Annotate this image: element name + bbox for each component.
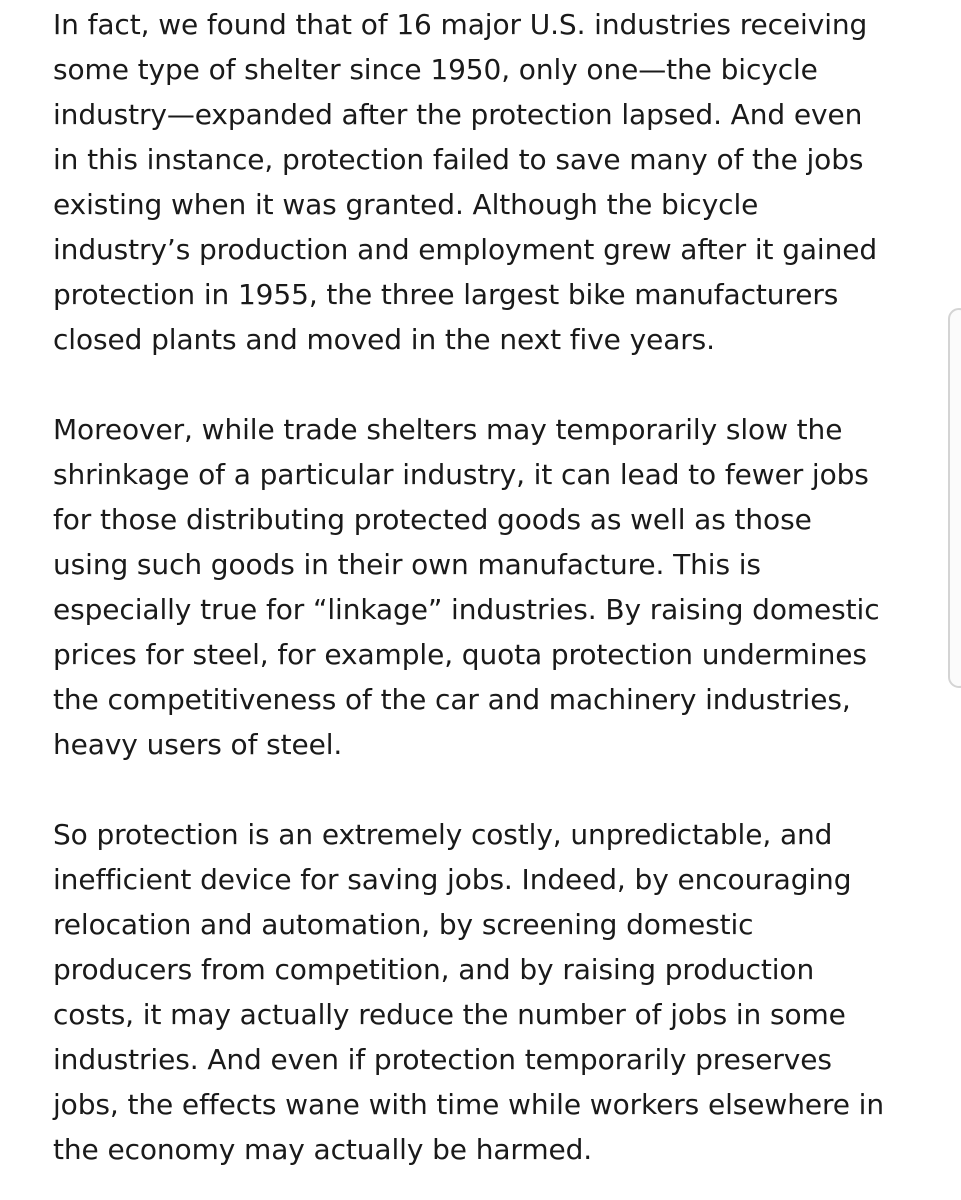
paragraph-1 bbox=[53, 2, 923, 362]
text-line: heavy users of steel. bbox=[53, 728, 343, 761]
text-line: prices for steel, for example, quota protection undermines bbox=[53, 638, 867, 671]
text-line: jobs, the effects wane with time while workers elsewhere in bbox=[53, 1088, 885, 1121]
scrollbar-thumb[interactable] bbox=[948, 308, 961, 688]
text-line: using such goods in their own manufacture. This is bbox=[53, 548, 761, 581]
text-line: the competitiveness of the car and machinery industries, bbox=[53, 683, 851, 716]
text-line: for those distributing protected goods as well as those bbox=[53, 503, 812, 536]
text-line: protection in 1955, the three largest bike manufacturers bbox=[53, 278, 839, 311]
text-line: shrinkage of a particular industry, it can lead to fewer jobs bbox=[53, 458, 869, 491]
text-line: So protection is an extremely costly, unpredictable, and bbox=[53, 818, 833, 851]
text-line: the economy may actually be harmed. bbox=[53, 1133, 593, 1166]
text-line: costs, it may actually reduce the number of jobs in some bbox=[53, 998, 846, 1031]
text-line: Moreover, while trade shelters may temporarily slow the bbox=[53, 413, 843, 446]
text-line: producers from competition, and by raising production bbox=[53, 953, 815, 986]
text-line: some type of shelter since 1950, only one—the bicycle bbox=[53, 53, 818, 86]
paragraph-2 bbox=[53, 407, 923, 767]
text-line: industry’s production and employment grew after it gained bbox=[53, 233, 878, 266]
text-line: in this instance, protection failed to save many of the jobs bbox=[53, 143, 864, 176]
text-line: especially true for “linkage” industries. By raising domestic bbox=[53, 593, 880, 626]
text-line: closed plants and moved in the next five years. bbox=[53, 323, 715, 356]
text-line: industry—expanded after the protection lapsed. And even bbox=[53, 98, 863, 131]
text-line: existing when it was granted. Although the bicycle bbox=[53, 188, 759, 221]
article-body bbox=[53, 2, 923, 1172]
text-line: In fact, we found that of 16 major U.S. industries receiving bbox=[53, 8, 868, 41]
text-line: inefficient device for saving jobs. Indeed, by encouraging bbox=[53, 863, 852, 896]
text-line: relocation and automation, by screening domestic bbox=[53, 908, 754, 941]
text-line: industries. And even if protection temporarily preserves bbox=[53, 1043, 832, 1076]
paragraph-3 bbox=[53, 812, 923, 1172]
